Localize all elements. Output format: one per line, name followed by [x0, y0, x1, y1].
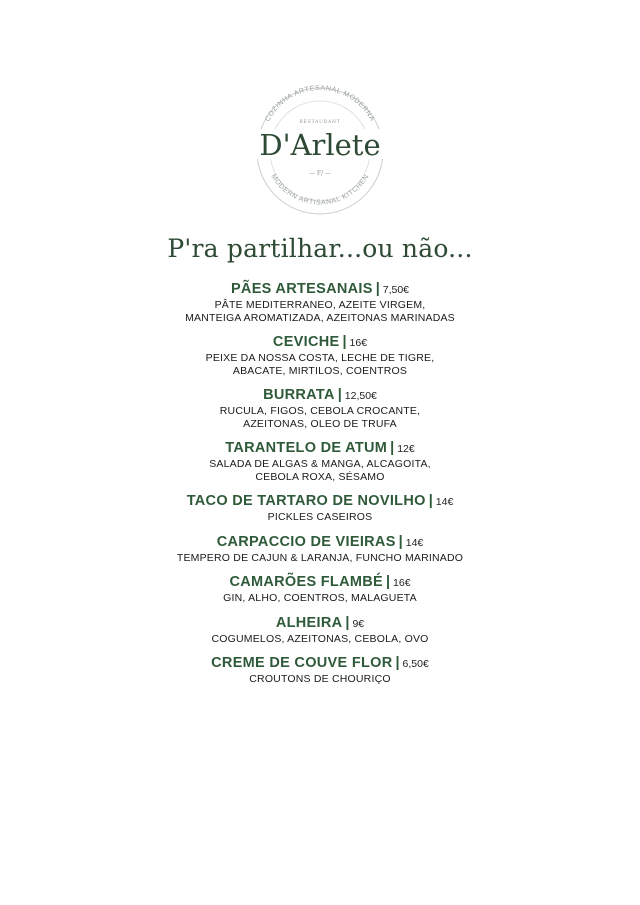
price-separator: | — [395, 655, 400, 671]
menu-item-description: ABACATE, MIRTILOS, COENTROS — [232, 364, 408, 377]
menu-item-title-line — [0, 533, 640, 552]
menu-item-description: AZEITONAS, OLEO DE TRUFA — [243, 417, 397, 430]
logo-ring-bottom-text: MODERN ARTISANAL KITCHEN — [269, 173, 371, 207]
menu-item-name: BURRATA — [263, 387, 335, 403]
menu-item — [0, 573, 640, 605]
menu-item-price: 16€ — [393, 577, 411, 589]
menu-item-name: CEVICHE — [272, 334, 340, 350]
menu-item-title-line — [0, 439, 640, 458]
menu-item-name: TACO DE TARTARO DE NOVILHO — [186, 493, 426, 509]
menu-item — [0, 333, 640, 377]
menu-item — [0, 533, 640, 565]
logo-tagline: RESTAURANT — [299, 120, 341, 125]
menu-item-title-line — [0, 333, 640, 352]
menu-item-description: TEMPERO DE CAJUN & LARANJA, FUNCHO MARINADO — [176, 551, 464, 564]
menu-item-price: 12,50€ — [344, 390, 377, 402]
price-separator: | — [337, 387, 342, 403]
menu-item-price: 9€ — [352, 617, 365, 630]
menu-item-name: ALHEIRA — [275, 614, 343, 631]
menu-item-description: RUCULA, FIGOS, CEBOLA CROCANTE, — [219, 405, 421, 417]
menu-item-description: PEIXE DA NOSSA COSTA, LECHE DE TIGRE, — [205, 352, 435, 364]
price-separator: | — [345, 614, 350, 631]
svg-text:MODERN ARTISANAL KITCHEN — [269, 173, 370, 206]
menu-item — [0, 614, 640, 646]
menu-item — [0, 386, 640, 430]
menu-list — [0, 280, 640, 695]
logo-ring-top-text: COZINHA ARTESANAL MODERNA — [264, 85, 376, 123]
menu-item-title-line — [0, 614, 640, 633]
menu-item-price: 14€ — [435, 496, 454, 508]
menu-item — [0, 280, 640, 324]
menu-item-name: CARPACCIO DE VIEIRAS — [216, 533, 396, 550]
menu-item-price: 6,50€ — [402, 658, 429, 670]
svg-text:COZINHA ARTESANAL MODERNA — [264, 85, 375, 123]
menu-item-description: PICKLES CASEIROS — [267, 511, 373, 523]
menu-item-description: SALADA DE ALGAS & MANGA, ALCAGOITA, — [209, 458, 431, 470]
menu-item-title-line — [0, 386, 640, 405]
menu-item-title-line — [0, 280, 640, 299]
menu-item-price: 14€ — [405, 536, 424, 549]
menu-item-description: GIN, ALHO, COENTROS, MALAGUETA — [223, 592, 417, 604]
price-separator: | — [385, 574, 391, 590]
price-separator: | — [342, 334, 347, 350]
menu-item-description: PÂTE MEDITERRANEO, AZEITE VIRGEM, — [214, 299, 426, 311]
menu-item-description: CROUTONS DE CHOURIÇO — [249, 673, 391, 685]
menu-item-name: CAMARÕES FLAMBÉ — [229, 574, 383, 590]
price-separator: | — [390, 440, 395, 456]
logo-mark: — F/ — — [309, 170, 331, 177]
logo-wordmark: D'Arlete — [259, 128, 381, 162]
price-separator: | — [375, 281, 380, 297]
menu-item-description: COGUMELOS, AZEITONAS, CEBOLA, OVO — [211, 632, 429, 645]
menu-item — [0, 439, 640, 483]
menu-item-name: PÃES ARTESANAIS — [230, 281, 373, 297]
section-heading: P'ra partilhar...ou não... — [167, 234, 473, 263]
menu-item-description: CEBOLA ROXA, SÉSAMO — [255, 470, 385, 483]
menu-item-title-line — [0, 492, 640, 511]
restaurant-logo — [245, 85, 395, 215]
menu-item-description: MANTEIGA AROMATIZADA, AZEITONAS MARINADAS — [185, 311, 455, 324]
menu-item — [0, 654, 640, 686]
menu-item-title-line — [0, 654, 640, 673]
menu-item-price: 12€ — [397, 443, 415, 455]
menu-item-name: CREME DE COUVE FLOR — [211, 655, 393, 671]
menu-item-price: 7,50€ — [382, 284, 410, 296]
price-separator: | — [428, 493, 433, 509]
menu-item-price: 16€ — [349, 337, 368, 349]
price-separator: | — [398, 533, 403, 550]
menu-item-title-line — [0, 573, 640, 592]
menu-item — [0, 492, 640, 524]
menu-item-name: TARANTELO DE ATUM — [225, 440, 388, 456]
